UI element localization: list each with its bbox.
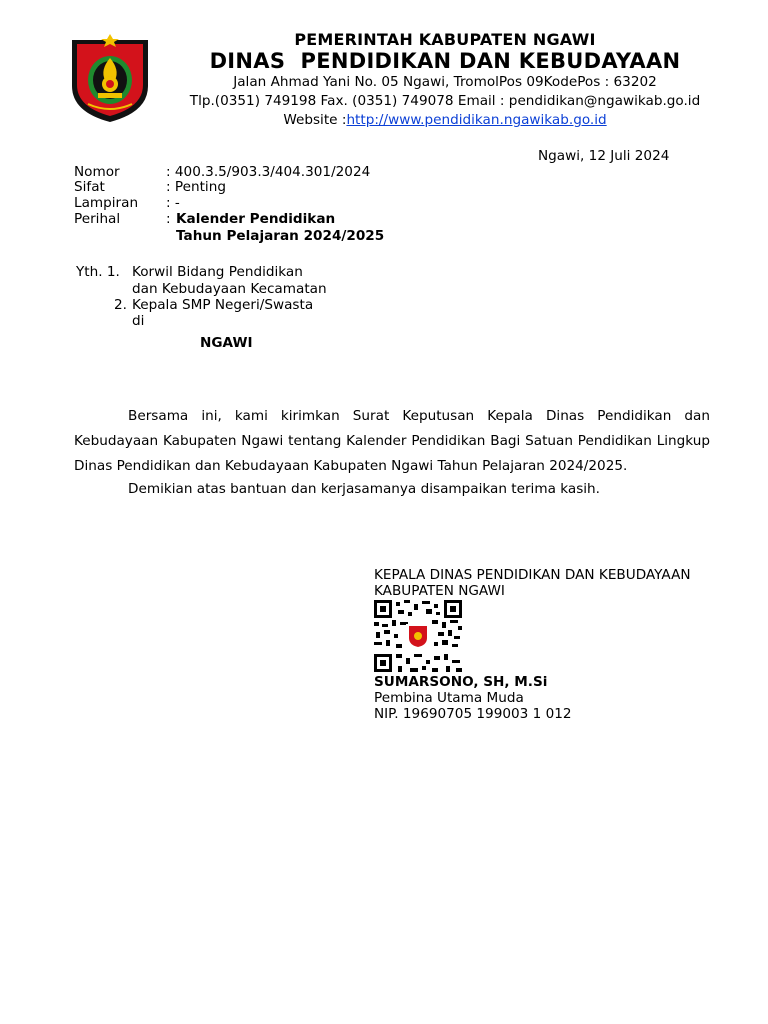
perihal-label: Perihal — [74, 211, 121, 227]
perihal-subject-line2: Tahun Pelajaran 2024/2025 — [176, 228, 385, 244]
recipient-item2-text: Kepala SMP Negeri/Swasta — [132, 297, 314, 313]
recipient-di: di — [132, 313, 145, 329]
body-paragraph-1: Bersama ini, kami kirimkan Surat Keputusan Kepala Dinas Pendidikan dan Kebudayaan Kabupaten Ngawi tentang Kalender Pendidikan Bagi Satuan Pendidikan Lingkup Dinas Pendidikan dan Kebudayaan Kabupaten Ngawi Tahun Pelajaran 2024/2025. — [74, 408, 710, 474]
letterhead-government-name: PEMERINTAH KABUPATEN NGAWI — [294, 30, 596, 49]
lampiran-label: Lampiran — [74, 195, 139, 211]
qr-code-icon — [374, 600, 462, 672]
recipient-item2-number: 2. — [114, 297, 127, 313]
website-label: Website : — [283, 112, 347, 128]
recipient-item1-line2: dan Kebudayaan Kecamatan — [132, 281, 327, 297]
signatory-rank: Pembina Utama Muda — [374, 690, 524, 706]
perihal-subject-line1: Kalender Pendidikan — [176, 211, 336, 227]
kabupaten-ngawi-emblem-icon — [68, 34, 152, 124]
nomor-label: Nomor — [74, 164, 120, 180]
letterhead-contact: Tlp.(0351) 749198 Fax. (0351) 749078 Email : pendidikan@ngawikab.go.id — [189, 93, 701, 109]
signature-title-line2: KABUPATEN NGAWI — [374, 583, 505, 599]
signatory-name: SUMARSONO, SH, M.Si — [374, 674, 548, 690]
sifat-value: : Penting — [166, 179, 226, 195]
nomor-value: : 400.3.5/903.3/404.301/2024 — [166, 164, 371, 180]
body-paragraph-2: Demikian atas bantuan dan kerjasamanya disampaikan terima kasih. — [128, 481, 600, 497]
signature-title-line1: KEPALA DINAS PENDIDIKAN DAN KEBUDAYAAN — [374, 567, 691, 583]
recipient-item1-line1: Korwil Bidang Pendidikan — [132, 264, 303, 280]
letterhead-office-name: DINAS PENDIDIKAN DAN KEBUDAYAAN — [209, 49, 681, 73]
sifat-label: Sifat — [74, 179, 105, 195]
signatory-nip: NIP. 19690705 199003 1 012 — [374, 706, 572, 722]
letterhead-website-line — [150, 112, 740, 128]
letterhead-address: Jalan Ahmad Yani No. 05 Ngawi, TromolPos 09KodePos : 63202 — [233, 74, 657, 90]
recipient-yth: Yth. 1. — [76, 264, 120, 280]
letter-date: Ngawi, 12 Juli 2024 — [538, 148, 670, 164]
recipient-place: NGAWI — [200, 335, 253, 351]
lampiran-value: : - — [166, 195, 180, 211]
website-link[interactable]: http://www.pendidikan.ngawikab.go.id — [346, 112, 607, 128]
perihal-colon: : — [166, 211, 171, 227]
